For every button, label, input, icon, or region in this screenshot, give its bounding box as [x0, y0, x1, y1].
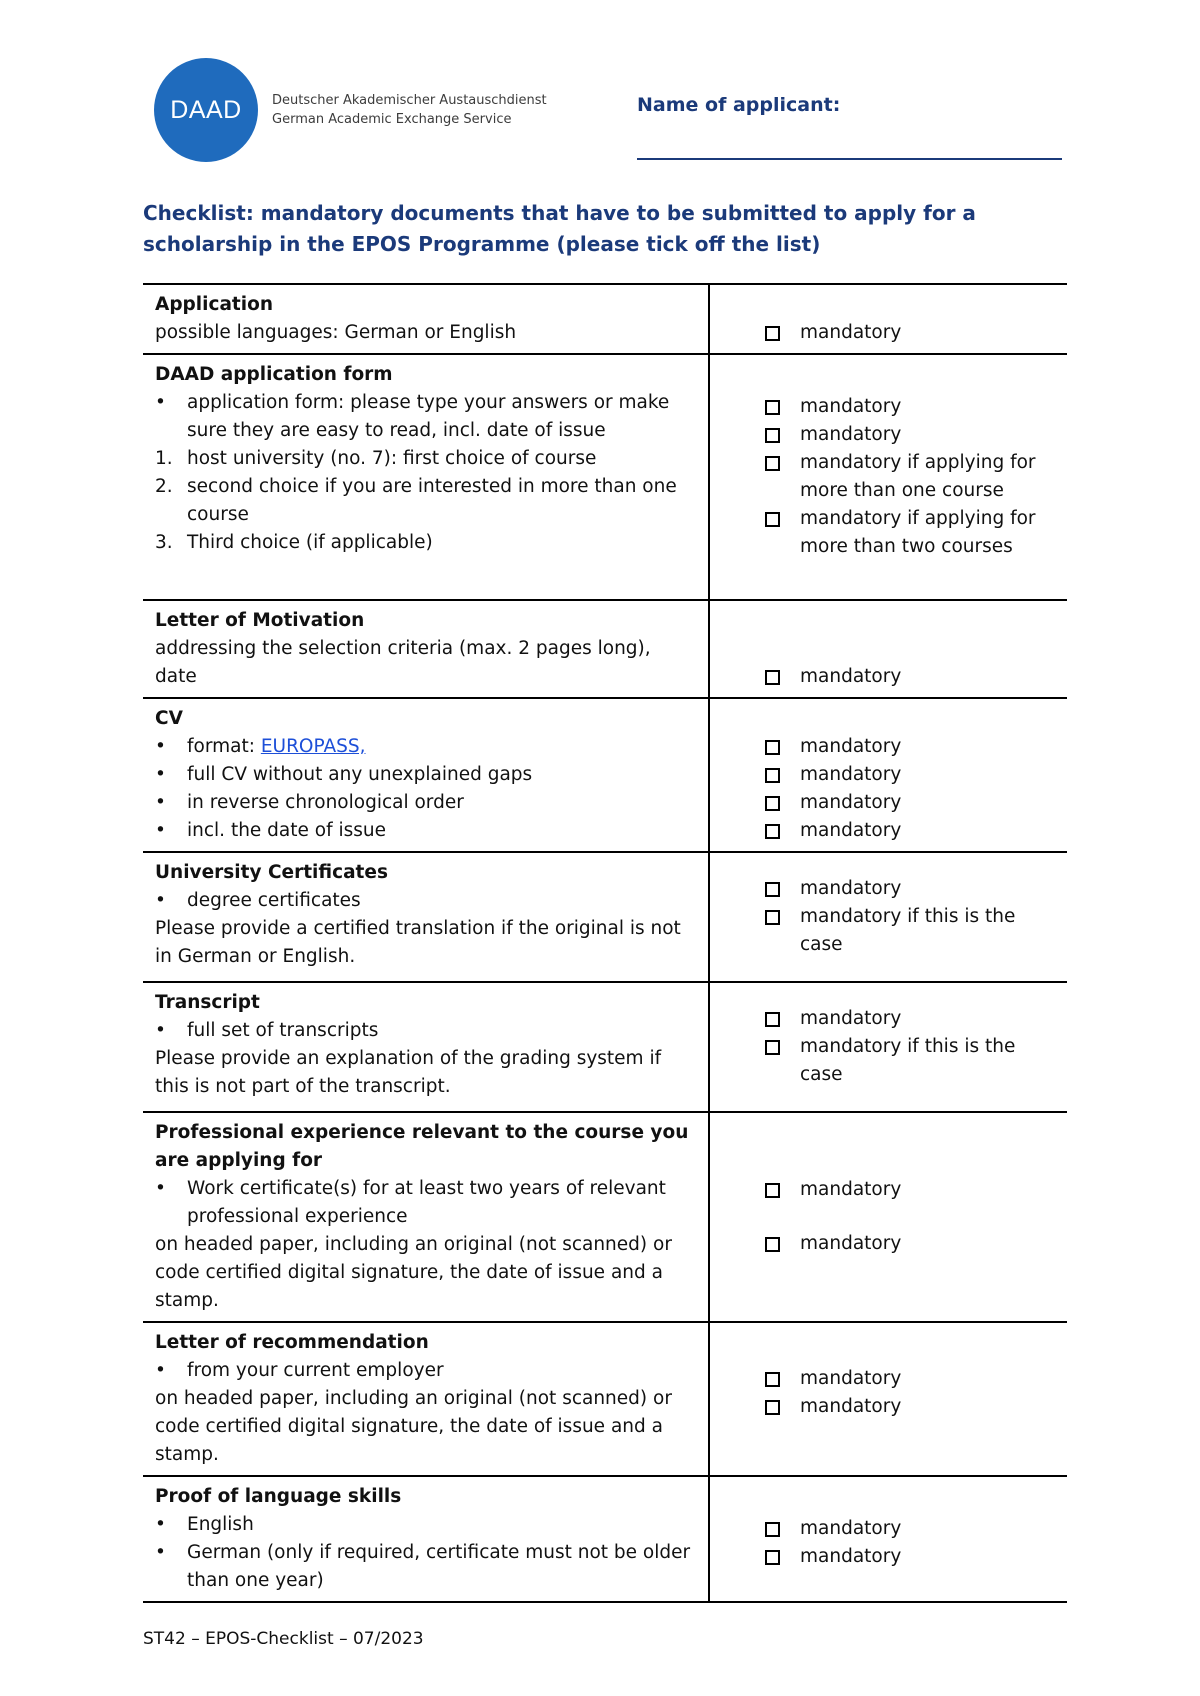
list-item: [155, 733, 698, 761]
row-text: Please provide a certified translation if the original is not in German or English.: [155, 918, 681, 967]
list-item: [155, 789, 698, 817]
row-description: [143, 355, 708, 599]
checkbox-item[interactable]: [720, 1176, 1057, 1204]
logo-line-de: Deutscher Akademischer Austauschdienst: [272, 93, 547, 108]
row-description: [143, 699, 708, 851]
list-item: [155, 761, 698, 789]
row-checks: [708, 285, 1067, 353]
bullet: •: [155, 890, 166, 911]
list-item-text: from your current employer: [187, 1360, 444, 1381]
row-recommendation: [143, 1321, 1067, 1475]
checkbox-icon[interactable]: [765, 1237, 780, 1252]
row-language-skills: [143, 1475, 1067, 1601]
checkbox-icon[interactable]: [765, 1550, 780, 1565]
checkbox-item[interactable]: [720, 733, 1057, 761]
row-title: Letter of recommendation: [155, 1332, 429, 1353]
checkbox-item[interactable]: [720, 449, 1057, 505]
row-title: Transcript: [155, 992, 260, 1013]
row-text: possible languages: German or English: [155, 322, 517, 343]
list-item-text: application form: please type your answers or make sure they are easy to read, incl. date of issue: [187, 392, 670, 441]
row-description: [143, 1477, 708, 1601]
list-item: [155, 887, 698, 915]
checkbox-item[interactable]: [720, 817, 1057, 845]
list-item-text: host university (no. 7): first choice of course: [187, 448, 597, 469]
row-title: DAAD application form: [155, 364, 393, 385]
checkbox-item[interactable]: [720, 1393, 1057, 1421]
list-item: [155, 1511, 698, 1539]
row-description: [143, 285, 708, 353]
bullet: •: [155, 736, 166, 757]
checklist-table: [143, 283, 1067, 1603]
list-item-text: full CV without any unexplained gaps: [187, 764, 533, 785]
list-item-text: in reverse chronological order: [187, 792, 464, 813]
checkbox-icon[interactable]: [765, 910, 780, 925]
checkbox-icon[interactable]: [765, 400, 780, 415]
checkbox-icon[interactable]: [765, 882, 780, 897]
list-item-text: [187, 733, 698, 761]
row-checks: [708, 1323, 1067, 1475]
list-item-text: English: [187, 1514, 254, 1535]
checkbox-item[interactable]: [720, 875, 1057, 903]
checkbox-label: mandatory if this is the case: [800, 1036, 1016, 1085]
list-number: 3.: [155, 532, 173, 553]
list-item-text: incl. the date of issue: [187, 820, 387, 841]
document-footer: ST42 – EPOS-Checklist – 07/2023: [143, 1629, 424, 1649]
row-title: Application: [155, 294, 274, 315]
checkbox-icon[interactable]: [765, 512, 780, 527]
row-text: Please provide an explanation of the grading system if this is not part of the transcript.: [155, 1048, 662, 1097]
list-item-text: Third choice (if applicable): [187, 532, 433, 553]
checkbox-item[interactable]: [720, 1365, 1057, 1393]
list-item: [155, 529, 698, 557]
checkbox-label: mandatory: [800, 1179, 902, 1200]
list-item-text: German (only if required, certificate must not be older than one year): [187, 1542, 691, 1591]
checkbox-item[interactable]: [720, 663, 1057, 691]
checkbox-icon[interactable]: [765, 768, 780, 783]
row-text: addressing the selection criteria (max. 2 pages long), date: [155, 638, 651, 687]
list-item: [155, 445, 698, 473]
checkbox-label: mandatory if applying for more than one course: [800, 452, 1036, 501]
row-cv: [143, 697, 1067, 851]
applicant-name-label: Name of applicant:: [637, 94, 841, 116]
checkbox-label: mandatory: [800, 322, 902, 343]
row-transcript: [143, 981, 1067, 1111]
row-title: University Certificates: [155, 862, 388, 883]
europass-link[interactable]: EUROPASS,: [260, 736, 366, 757]
list-item: [155, 1175, 698, 1231]
row-checks: [708, 983, 1067, 1111]
checkbox-item[interactable]: [720, 421, 1057, 449]
checkbox-icon[interactable]: [765, 1183, 780, 1198]
checkbox-item[interactable]: [720, 1230, 1057, 1258]
checkbox-icon[interactable]: [765, 824, 780, 839]
checkbox-item[interactable]: [720, 505, 1057, 561]
list-item: [155, 817, 698, 845]
checkbox-item[interactable]: [720, 319, 1057, 347]
row-checks: [708, 853, 1067, 981]
row-checks: [708, 601, 1067, 697]
checkbox-icon[interactable]: [765, 1372, 780, 1387]
logo-wordmark: [272, 91, 547, 129]
checkbox-icon[interactable]: [765, 740, 780, 755]
row-title: Letter of Motivation: [155, 610, 365, 631]
checkbox-icon[interactable]: [765, 1522, 780, 1537]
bullet: •: [155, 392, 166, 413]
checkbox-icon[interactable]: [765, 670, 780, 685]
daad-logo: [154, 58, 258, 162]
row-title: CV: [155, 708, 183, 729]
checkbox-item[interactable]: [720, 1005, 1057, 1033]
list-item: [155, 1017, 698, 1045]
checkbox-label: mandatory: [800, 1396, 902, 1417]
checkbox-icon[interactable]: [765, 428, 780, 443]
bullet: •: [155, 1360, 166, 1381]
row-description: [143, 853, 708, 981]
checkbox-icon[interactable]: [765, 1040, 780, 1055]
bullet: •: [155, 792, 166, 813]
row-description: [143, 1113, 708, 1321]
checkbox-item[interactable]: [720, 1033, 1057, 1089]
list-number: 2.: [155, 476, 173, 497]
row-university-certificates: [143, 851, 1067, 981]
checkbox-label: mandatory: [800, 396, 902, 417]
checkbox-label: mandatory: [800, 666, 902, 687]
checkbox-label: mandatory: [800, 764, 902, 785]
bullet: •: [155, 764, 166, 785]
list-item-text: degree certificates: [187, 890, 361, 911]
row-text: on headed paper, including an original (not scanned) or code certified digital signature, the date of issue and a stamp.: [155, 1234, 672, 1311]
list-item: [155, 389, 698, 445]
row-checks: [708, 1477, 1067, 1601]
applicant-name-field[interactable]: [637, 158, 1062, 160]
row-professional-experience: [143, 1111, 1067, 1321]
list-item-text: Work certificate(s) for at least two years of relevant professional experience: [187, 1178, 666, 1227]
list-item: [155, 1357, 698, 1385]
checkbox-label: mandatory if applying for more than two courses: [800, 508, 1036, 557]
row-checks: [708, 355, 1067, 599]
logo-mark: DAAD: [170, 95, 242, 124]
list-item: [155, 1539, 698, 1595]
format-prefix: format:: [187, 736, 261, 757]
checkbox-label: mandatory: [800, 1008, 902, 1029]
list-item: [155, 473, 698, 529]
checkbox-label: mandatory: [800, 1368, 902, 1389]
row-title: Proof of language skills: [155, 1486, 402, 1507]
bullet: •: [155, 1514, 166, 1535]
list-item-text: second choice if you are interested in more than one course: [187, 476, 677, 525]
logo-line-en: German Academic Exchange Service: [272, 112, 512, 127]
checkbox-icon[interactable]: [765, 456, 780, 471]
bullet: •: [155, 820, 166, 841]
bullet: •: [155, 1020, 166, 1041]
row-text: on headed paper, including an original (not scanned) or code certified digital signature, the date of issue and a stamp.: [155, 1388, 672, 1465]
bullet: •: [155, 1178, 166, 1199]
checkbox-label: mandatory: [800, 736, 902, 757]
checkbox-item[interactable]: [720, 903, 1057, 959]
checkbox-label: mandatory: [800, 1518, 902, 1539]
row-description: [143, 983, 708, 1111]
checkbox-label: mandatory if this is the case: [800, 906, 1016, 955]
checkbox-label: mandatory: [800, 792, 902, 813]
checkbox-label: mandatory: [800, 820, 902, 841]
row-description: [143, 601, 708, 697]
checkbox-label: mandatory: [800, 1233, 902, 1254]
checkbox-icon[interactable]: [765, 1400, 780, 1415]
checkbox-icon[interactable]: [765, 326, 780, 341]
list-number: 1.: [155, 448, 173, 469]
checkbox-item[interactable]: [720, 393, 1057, 421]
list-item-text: full set of transcripts: [187, 1020, 379, 1041]
row-checks: [708, 699, 1067, 851]
checkbox-label: mandatory: [800, 1546, 902, 1567]
row-application-form: [143, 353, 1067, 599]
bullet: •: [155, 1542, 166, 1563]
row-checks: [708, 1113, 1067, 1321]
checkbox-item[interactable]: [720, 1543, 1057, 1571]
checkbox-item[interactable]: [720, 761, 1057, 789]
checkbox-icon[interactable]: [765, 1012, 780, 1027]
row-title: Professional experience relevant to the course you are applying for: [155, 1122, 689, 1171]
checkbox-icon[interactable]: [765, 796, 780, 811]
checkbox-item[interactable]: [720, 1515, 1057, 1543]
checkbox-label: mandatory: [800, 878, 902, 899]
row-application: [143, 285, 1067, 353]
checkbox-item[interactable]: [720, 789, 1057, 817]
spacer: [720, 1204, 1057, 1230]
checklist-heading: Checklist: mandatory documents that have to be submitted to apply for a scholarship in the EPOS Programme (please tick off the list): [143, 201, 976, 256]
checkbox-label: mandatory: [800, 424, 902, 445]
row-description: [143, 1323, 708, 1475]
row-motivation: [143, 599, 1067, 697]
